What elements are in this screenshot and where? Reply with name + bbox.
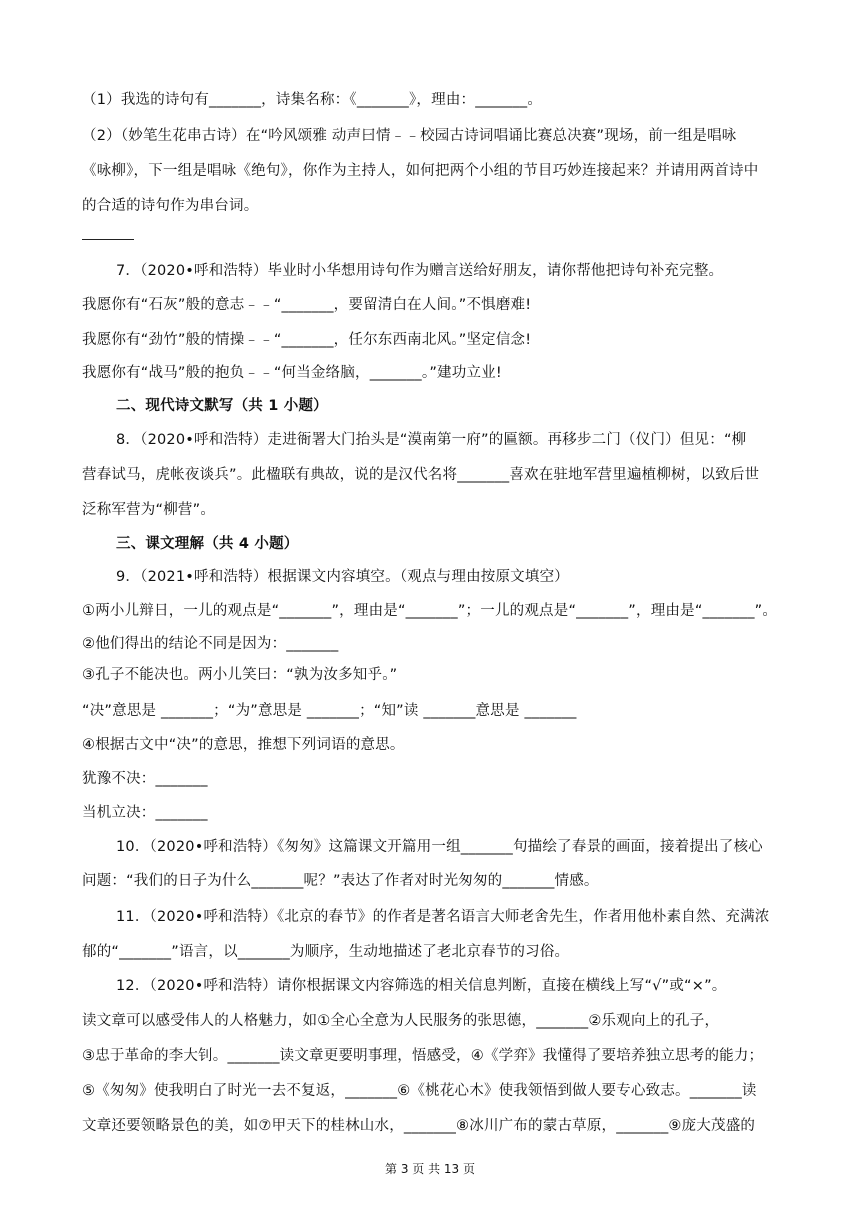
q11-line-1: 11．（2020•呼和浩特）《北京的春节》的作者是著名语言大师老舍先生，作者用他朴素自然、充满浓	[116, 909, 770, 925]
q7-stem: 7．（2020•呼和浩特）毕业时小华想用诗句作为赠言送给好朋友，请你帮他把诗句补充完整。	[116, 263, 724, 279]
q10-line-2: 问题：“我们的日子为什么_______呢？”表达了作者对时光匆匆的_______情感。	[82, 873, 599, 889]
q6-line-3: 《咏柳》，下一组是唱咏《绝句》，你作为主持人，如何把两个小组的节目巧妙连接起来？并请用两首诗中	[82, 163, 759, 179]
q12-stem: 12．（2020•呼和浩特）请你根据课文内容筛选的相关信息判断，直接在横线上写“√”或“×”。	[116, 978, 727, 994]
q7-line-2: 我愿你有“劲竹”般的情操﹣﹣“_______，任尔东西南北风。”坚定信念!	[82, 332, 532, 348]
q7-line-3: 我愿你有“战马”般的抱负﹣﹣“何当金络脑，_______。”建功立业!	[82, 365, 502, 381]
q10-line-1: 10．（2020•呼和浩特）《匆匆》这篇课文开篇用一组_______句描绘了春景的画面，接着提出了核心	[116, 839, 763, 855]
section-heading-3: 三、课文理解（共 4 小题）	[116, 536, 299, 552]
q12-line-4: 文章还要领略景色的美，如⑦甲天下的桂林山水，_______⑧冰川广布的蒙古草原，_______⑨庞大茂盛的	[82, 1118, 756, 1134]
q9-line-5: ④根据古文中“决”的意思，推想下列词语的意思。	[82, 737, 405, 753]
q9-line-6: 犹豫不决：_______	[82, 771, 208, 787]
q9-line-2: ②他们得出的结论不同是因为：_______	[82, 636, 339, 652]
q6-line-4: 的合适的诗句作为串台词。	[82, 198, 259, 214]
q7-line-1: 我愿你有“石灰”般的意志﹣﹣“_______，要留清白在人间。”不惧磨难!	[82, 297, 532, 313]
q9-line-7: 当机立决：_______	[82, 805, 208, 821]
q12-line-1: 读文章可以感受伟人的人格魅力，如①全心全意为人民服务的张思德，_______②乐观向上的孔子，	[82, 1013, 720, 1029]
q8-line-2: 营春试马，虎帐夜谈兵”。此楹联有典故，说的是汉代名将_______喜欢在驻地军营里遍植柳树，以致后世	[82, 467, 760, 483]
page-footer: 第 3 页 共 13 页	[385, 1162, 475, 1176]
q9-line-4: “决”意思是 _______；“为”意思是 _______；“知”读 _______意思是 _______	[82, 703, 577, 719]
q12-line-3: ⑤《匆匆》使我明白了时光一去不复返，_______⑥《桃花心木》使我领悟到做人要专心致志。_______读	[82, 1083, 757, 1099]
q9-stem: 9．（2021•呼和浩特）根据课文内容填空。（观点与理由按原文填空）	[116, 569, 569, 585]
section-heading-2: 二、现代诗文默写（共 1 小题）	[116, 398, 328, 414]
answer-rule	[82, 239, 134, 240]
q6-line-2: （2）（妙笔生花串古诗）在“吟风颂雅 动声曰情﹣﹣校园古诗词唱诵比赛总决赛”现场，前一组是唱咏	[82, 128, 737, 144]
q8-line-3: 泛称军营为“柳营”。	[82, 502, 216, 518]
q12-line-2: ③忠于革命的李大钊。_______读文章更要明事理，悟感受，④《学弈》我懂得了要培养独立思考的能力；	[82, 1048, 764, 1064]
q9-line-3: ③孔子不能决也。两小儿笑曰：“孰为汝多知乎。”	[82, 667, 398, 683]
q6-line-1: （1）我选的诗句有_______，诗集名称：《_______》，理由：_______。	[82, 92, 543, 108]
q8-line-1: 8．（2020•呼和浩特）走进衙署大门抬头是“漠南第一府”的匾额。再移步二门（仪门）但见：“柳	[116, 432, 747, 448]
q9-line-1: ①两小儿辩日，一儿的观点是“_______”，理由是“_______”；一儿的观点是“_______”，理由是“_______”。	[82, 603, 778, 619]
q11-line-2: 郁的“_______”语言，以_______为顺序，生动地描述了老北京春节的习俗。	[82, 944, 570, 960]
